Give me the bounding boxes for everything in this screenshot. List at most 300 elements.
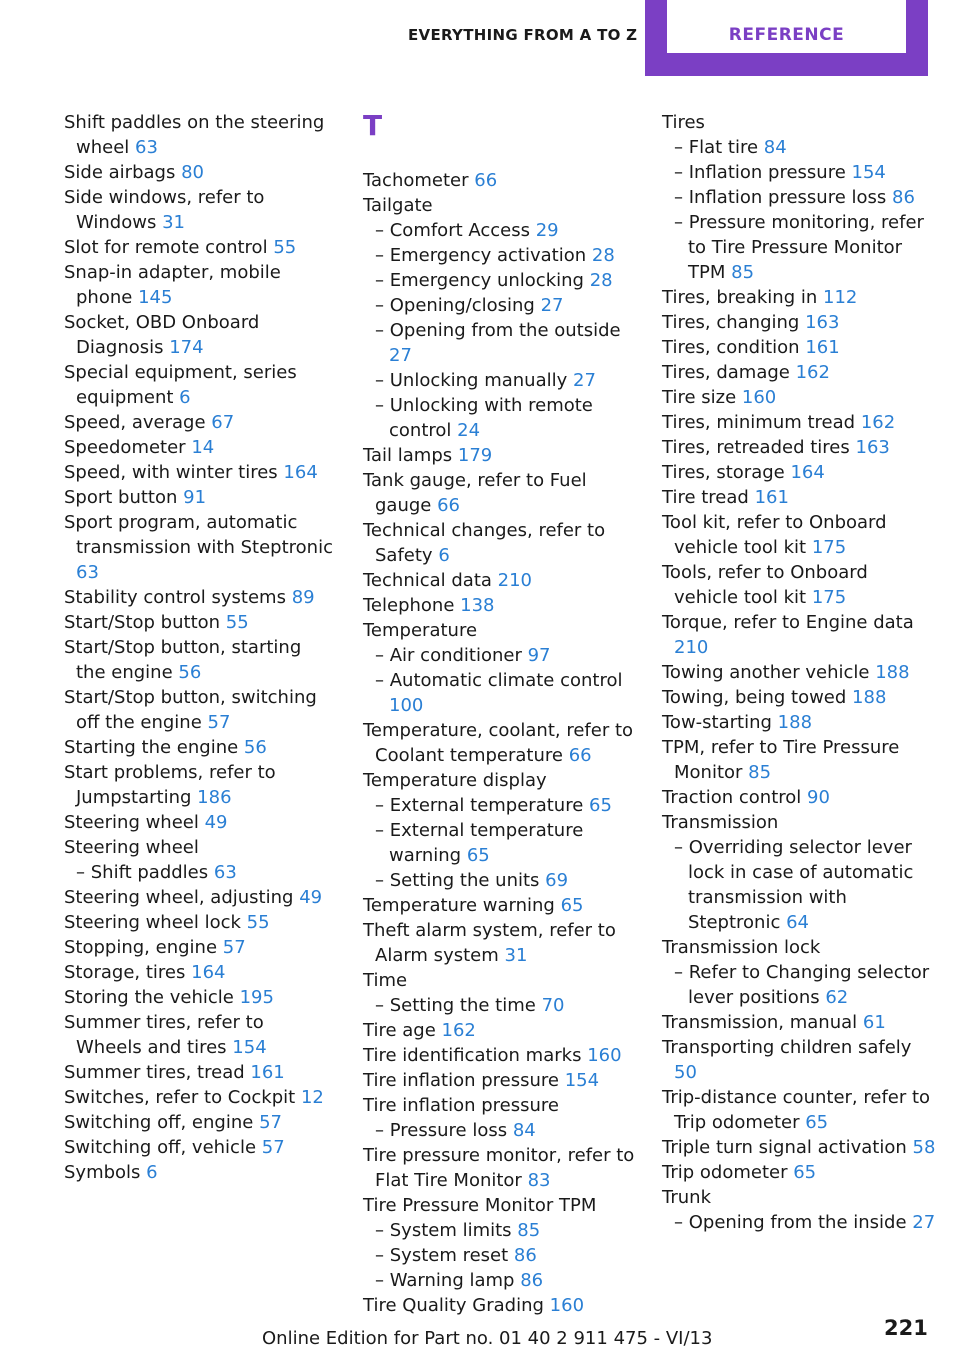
entry-text: Tire size (662, 387, 737, 408)
page-link[interactable]: 85 (731, 262, 755, 283)
index-subentry (662, 960, 937, 1010)
entry-text: Technical data (363, 570, 492, 591)
index-subentry (363, 1268, 638, 1293)
page-link[interactable]: 66 (437, 495, 461, 516)
page-link[interactable]: 160 (587, 1045, 622, 1066)
index-entry (662, 510, 937, 560)
page-link[interactable]: 89 (291, 587, 315, 608)
index-entry (662, 935, 937, 960)
index-entry (64, 1110, 334, 1135)
index-letter: T (363, 109, 383, 142)
entry-text: Speedometer (64, 437, 186, 458)
page-link[interactable]: 66 (474, 170, 498, 191)
index-column-1 (64, 110, 334, 1185)
page-link[interactable]: 27 (389, 345, 412, 366)
page-link[interactable]: 65 (466, 845, 490, 866)
entry-text: Tool kit, refer to Onboard vehicle tool kit (662, 512, 887, 558)
index-entry (363, 1093, 638, 1118)
entry-text: Steering wheel lock (64, 912, 241, 933)
index-entry (363, 1068, 638, 1093)
entry-text: Temperature display (363, 770, 547, 791)
page-link[interactable]: 86 (513, 1245, 537, 1266)
page-link[interactable]: 64 (786, 912, 810, 933)
index-entry (363, 1143, 638, 1193)
index-subentry (363, 218, 638, 243)
page-link[interactable]: 6 (179, 387, 191, 408)
index-subentry (662, 185, 937, 210)
entry-text: Setting the units (389, 870, 540, 891)
entry-text: External temperature warning (389, 820, 584, 866)
entry-text: Comfort Access (389, 220, 530, 241)
entry-text: Opening/closing (389, 295, 535, 316)
entry-text: Pressure monitoring, refer to Tire Pressure Monitor TPM (688, 212, 924, 283)
entry-text: Steering wheel, adjusting (64, 887, 294, 908)
index-entry (662, 735, 937, 785)
page-link[interactable]: 50 (674, 1062, 697, 1083)
index-entry (64, 410, 334, 435)
page-link[interactable]: 49 (299, 887, 323, 908)
index-subentry (363, 1243, 638, 1268)
page-link[interactable]: 154 (232, 1037, 267, 1058)
entry-text: Time (363, 970, 408, 991)
entry-text: Warning lamp (389, 1270, 515, 1291)
index-subentry (363, 293, 638, 318)
page-link[interactable]: 163 (805, 312, 840, 333)
index-entry (662, 1035, 937, 1085)
entry-text: Sport button (64, 487, 178, 508)
entry-text: Torque, refer to Engine data (662, 612, 914, 633)
entry-text: Socket, OBD Onboard Diagnosis (64, 312, 260, 358)
index-entry (662, 285, 937, 310)
entry-text: Switching off, vehicle (64, 1137, 257, 1158)
index-subentry (363, 318, 638, 368)
index-entry (662, 660, 937, 685)
page-link[interactable]: 162 (795, 362, 830, 383)
index-entry (363, 568, 638, 593)
entry-text: Triple turn signal activation (662, 1137, 907, 1158)
entry-text: Switches, refer to Cockpit (64, 1087, 296, 1108)
entry-text: Start/Stop button, starting the engine (64, 637, 302, 683)
entry-text: Transporting children safely (662, 1037, 912, 1058)
entry-text: Overriding selector lever lock in case of automatic transmission with Steptronic (688, 837, 914, 933)
page-link[interactable]: 27 (912, 1212, 936, 1233)
page-link[interactable]: 161 (250, 1062, 285, 1083)
page-link[interactable]: 84 (763, 137, 787, 158)
entry-text: Tires, retreaded tires (662, 437, 850, 458)
page-link[interactable]: 188 (875, 662, 910, 683)
index-entry (363, 468, 638, 518)
index-entry (662, 1135, 937, 1160)
page-link[interactable]: 160 (549, 1295, 585, 1316)
page-link[interactable]: 28 (589, 270, 613, 291)
page-link[interactable]: 90 (807, 787, 830, 808)
index-subentry (64, 860, 334, 885)
page-link[interactable]: 161 (754, 487, 789, 508)
index-entry (363, 918, 638, 968)
page-link[interactable]: 186 (197, 787, 232, 808)
index-subentry (662, 210, 937, 285)
index-entry (64, 610, 334, 635)
entry-text: Speed, average (64, 412, 206, 433)
entry-text: Tailgate (363, 195, 433, 216)
entry-text: Theft alarm system, refer to Alarm system (363, 920, 616, 966)
index-entry (64, 1135, 334, 1160)
index-entry (64, 185, 334, 235)
page-link[interactable]: 61 (862, 1012, 886, 1033)
page-link[interactable]: 86 (520, 1270, 544, 1291)
index-entry (64, 910, 334, 935)
page-link[interactable]: 57 (261, 1137, 285, 1158)
index-entry (64, 360, 334, 410)
entry-text: Tire Quality Grading (363, 1295, 544, 1316)
page-link[interactable]: 27 (540, 295, 564, 316)
entry-text: Storing the vehicle (64, 987, 234, 1008)
entry-text: Tires, breaking in (662, 287, 818, 308)
page-link[interactable]: 27 (573, 370, 596, 391)
index-subentry (363, 243, 638, 268)
index-entry (363, 193, 638, 218)
section-title: EVERYTHING FROM A TO Z (408, 26, 638, 44)
entry-text: Tools, refer to Onboard vehicle tool kit (662, 562, 868, 608)
entry-text: Shift paddles on the steering wheel (64, 112, 325, 158)
entry-text: Symbols (64, 1162, 141, 1183)
page-link[interactable]: 57 (259, 1112, 282, 1133)
index-entry (662, 410, 937, 435)
entry-text: Snap-in adapter, mobile phone (64, 262, 281, 308)
entry-text: Opening from the outside (389, 320, 621, 341)
entry-text: Slot for remote control (64, 237, 268, 258)
entry-text: Tire identification marks (363, 1045, 582, 1066)
page-link[interactable]: 24 (457, 420, 481, 441)
entry-text: Transmission lock (662, 937, 821, 958)
entry-text: TPM, refer to Tire Pressure Monitor (662, 737, 900, 783)
page-link[interactable]: 164 (283, 462, 318, 483)
index-entry (662, 610, 937, 660)
page-link[interactable]: 195 (239, 987, 274, 1008)
page-link[interactable]: 160 (741, 387, 777, 408)
entry-text: Tire age (363, 1020, 436, 1041)
index-subentry (363, 643, 638, 668)
entry-text: External temperature (389, 795, 584, 816)
index-entry (64, 810, 334, 835)
entry-text: Towing another vehicle (662, 662, 870, 683)
entry-text: Start/Stop button, switching off the engine (64, 687, 317, 733)
page-link[interactable]: 85 (748, 762, 772, 783)
entry-text: Switching off, engine (64, 1112, 254, 1133)
index-entry (64, 760, 334, 810)
page-link[interactable]: 91 (183, 487, 207, 508)
page-link[interactable]: 83 (527, 1170, 551, 1191)
entry-text: Transmission, manual (662, 1012, 858, 1033)
index-subentry (363, 993, 638, 1018)
index-entry (64, 835, 334, 860)
page-link[interactable]: 49 (204, 812, 228, 833)
page-link[interactable]: 84 (512, 1120, 536, 1141)
index-subentry (662, 135, 937, 160)
index-entry (64, 735, 334, 760)
index-entry (363, 168, 638, 193)
page-link[interactable]: 163 (855, 437, 890, 458)
page-number: 221 (884, 1316, 928, 1340)
entry-text: Unlocking with remote control (389, 395, 593, 441)
page-link[interactable]: 138 (460, 595, 495, 616)
index-entry (662, 560, 937, 610)
page-link[interactable]: 57 (207, 712, 231, 733)
index-entry (64, 960, 334, 985)
page-link[interactable]: 6 (438, 545, 450, 566)
entry-text: Starting the engine (64, 737, 239, 758)
entry-text: Inflation pressure loss (688, 187, 887, 208)
page-link[interactable]: 65 (805, 1112, 829, 1133)
entry-text: Temperature, coolant, refer to Coolant temperature (363, 720, 634, 766)
entry-text: Automatic climate control (389, 670, 623, 691)
page-link[interactable]: 55 (246, 912, 270, 933)
page-link[interactable]: 31 (504, 945, 528, 966)
page-link[interactable]: 145 (138, 287, 173, 308)
entry-text: Towing, being towed (662, 687, 847, 708)
index-entry (363, 1193, 638, 1218)
entry-text: Tire inflation pressure (363, 1070, 559, 1091)
index-entry (64, 485, 334, 510)
page-link[interactable]: 161 (805, 337, 840, 358)
index-entry (662, 110, 937, 135)
entry-text: Trip odometer (662, 1162, 788, 1183)
index-subentry (662, 1210, 937, 1235)
page-link[interactable]: 97 (527, 645, 551, 666)
page-link[interactable]: 174 (169, 337, 204, 358)
index-subentry (363, 793, 638, 818)
page-link[interactable]: 86 (892, 187, 915, 208)
index-entry (64, 885, 334, 910)
page-link[interactable]: 85 (517, 1220, 541, 1241)
page-link[interactable]: 210 (674, 637, 709, 658)
page-link[interactable]: 57 (222, 937, 246, 958)
entry-text: Side airbags (64, 162, 176, 183)
page-link[interactable]: 210 (497, 570, 533, 591)
index-entry (363, 1293, 638, 1318)
entry-text: Steering wheel (64, 812, 199, 833)
reference-tab[interactable] (645, 0, 928, 76)
index-entry (64, 1060, 334, 1085)
entry-text: Transmission (662, 812, 779, 833)
index-entry (662, 685, 937, 710)
entry-text: Trunk (662, 1187, 711, 1208)
entry-text: Telephone (363, 595, 455, 616)
page-link[interactable]: 65 (589, 795, 612, 816)
page-link[interactable]: 63 (135, 137, 158, 158)
entry-text: Summer tires, refer to Wheels and tires (64, 1012, 264, 1058)
index-entry (662, 1010, 937, 1035)
index-entry (662, 460, 937, 485)
index-entry (64, 510, 334, 585)
page-link[interactable]: 175 (811, 587, 847, 608)
index-subentry (363, 668, 638, 718)
page-link[interactable]: 175 (811, 537, 847, 558)
entry-text: Refer to Changing selector lever positions (688, 962, 930, 1008)
index-entry (662, 710, 937, 735)
page-link[interactable]: 58 (912, 1137, 936, 1158)
index-entry (363, 618, 638, 643)
index-entry (363, 768, 638, 793)
index-entry (662, 810, 937, 835)
entry-text: System reset (389, 1245, 509, 1266)
page-link[interactable]: 162 (860, 412, 896, 433)
entry-text: Tires, changing (662, 312, 800, 333)
index-entry (64, 235, 334, 260)
index-entry (64, 1160, 334, 1185)
index-entry (64, 110, 334, 160)
index-column-3 (662, 110, 937, 1235)
reference-tab-label: REFERENCE (667, 0, 906, 53)
page-link[interactable]: 6 (146, 1162, 158, 1183)
entry-text: Air conditioner (389, 645, 522, 666)
index-entry (363, 1018, 638, 1043)
index-subentry (363, 868, 638, 893)
entry-text: Emergency unlocking (389, 270, 584, 291)
index-entry (64, 585, 334, 610)
page-link[interactable]: 164 (191, 962, 226, 983)
index-entry (64, 160, 334, 185)
index-entry (363, 1043, 638, 1068)
page-link[interactable]: 14 (191, 437, 215, 458)
index-subentry (363, 1218, 638, 1243)
page-link[interactable]: 12 (300, 1087, 324, 1108)
page-link[interactable]: 55 (225, 612, 249, 633)
page-link[interactable]: 164 (790, 462, 825, 483)
index-entry (64, 985, 334, 1010)
page-link[interactable]: 65 (793, 1162, 817, 1183)
entry-text: Sport program, automatic transmission with Steptronic (64, 512, 333, 558)
entry-text: Shift paddles (90, 862, 209, 883)
entry-text: Special equipment, series equipment (64, 362, 297, 408)
entry-text: Side windows, refer to Windows (64, 187, 265, 233)
entry-text: Flat tire (688, 137, 759, 158)
index-entry (64, 260, 334, 310)
page-link[interactable]: 63 (213, 862, 237, 883)
entry-text: Tires, storage (662, 462, 785, 483)
index-entry (662, 310, 937, 335)
entry-text: Tires (662, 112, 705, 133)
page-link[interactable]: 162 (441, 1020, 476, 1041)
entry-text: Setting the time (389, 995, 536, 1016)
edition-footer: Online Edition for Part no. 01 40 2 911 475 - VI/13 (262, 1328, 713, 1349)
entry-text: Tires, minimum tread (662, 412, 856, 433)
page-link[interactable]: 56 (178, 662, 202, 683)
entry-text: Storage, tires (64, 962, 186, 983)
page-link[interactable]: 63 (76, 562, 99, 583)
entry-text: Technical changes, refer to Safety (363, 520, 606, 566)
entry-text: Traction control (662, 787, 802, 808)
page-link[interactable]: 70 (541, 995, 565, 1016)
index-entry (662, 1160, 937, 1185)
entry-text: System limits (389, 1220, 512, 1241)
index-entry (64, 460, 334, 485)
index-entry (363, 593, 638, 618)
index-entry (363, 968, 638, 993)
entry-text: Tires, condition (662, 337, 800, 358)
index-subentry (662, 835, 937, 935)
entry-text: Steering wheel (64, 837, 199, 858)
index-column-2 (363, 110, 638, 1318)
index-entry (64, 1010, 334, 1060)
entry-text: Stopping, engine (64, 937, 218, 958)
page-link[interactable]: 62 (825, 987, 849, 1008)
entry-text: Trip-distance counter, refer to Trip odometer (662, 1087, 931, 1133)
index-entry (363, 518, 638, 568)
entry-text: Unlocking manually (389, 370, 568, 391)
index-subentry (363, 368, 638, 393)
entry-text: Tail lamps (363, 445, 453, 466)
index-entry (64, 935, 334, 960)
index-entry (64, 435, 334, 460)
index-entry (662, 435, 937, 460)
page-link[interactable]: 55 (273, 237, 297, 258)
index-entry (64, 635, 334, 685)
page-link[interactable]: 154 (851, 162, 886, 183)
entry-text: Stability control systems (64, 587, 286, 608)
index-entry (363, 718, 638, 768)
entry-text: Tire Pressure Monitor TPM (363, 1195, 597, 1216)
page-link[interactable]: 100 (389, 695, 424, 716)
index-entry (662, 485, 937, 510)
page-link[interactable]: 179 (457, 445, 493, 466)
entry-text: Tank gauge, refer to Fuel gauge (363, 470, 587, 516)
page-link[interactable]: 80 (181, 162, 204, 183)
entry-text: Opening from the inside (688, 1212, 907, 1233)
index-entry (64, 1085, 334, 1110)
entry-text: Tire inflation pressure (363, 1095, 559, 1116)
page-link[interactable]: 56 (243, 737, 267, 758)
entry-text: Tire pressure monitor, refer to Flat Tire Monitor (363, 1145, 635, 1191)
page-link[interactable]: 28 (591, 245, 615, 266)
page-link[interactable]: 67 (211, 412, 235, 433)
entry-text: Tire tread (662, 487, 749, 508)
page-link[interactable]: 154 (564, 1070, 600, 1091)
index-entry (64, 310, 334, 360)
entry-text: Tachometer (363, 170, 469, 191)
page-link[interactable]: 188 (777, 712, 813, 733)
index-subentry (363, 268, 638, 293)
entry-text: Pressure loss (389, 1120, 508, 1141)
index-entry (662, 335, 937, 360)
page-link[interactable]: 65 (560, 895, 584, 916)
index-entry (363, 893, 638, 918)
page-link[interactable]: 188 (852, 687, 887, 708)
index-entry (662, 1185, 937, 1210)
entry-text: Temperature warning (363, 895, 555, 916)
index-subentry (662, 160, 937, 185)
entry-text: Start problems, refer to Jumpstarting (64, 762, 276, 808)
entry-text: Speed, with winter tires (64, 462, 278, 483)
entry-text: Inflation pressure (688, 162, 846, 183)
index-entry (662, 385, 937, 410)
index-entry (662, 1085, 937, 1135)
page-link[interactable]: 69 (545, 870, 569, 891)
page-link[interactable]: 31 (162, 212, 185, 233)
entry-text: Tow-starting (662, 712, 772, 733)
index-entry (363, 443, 638, 468)
index-entry (662, 785, 937, 810)
page-link[interactable]: 66 (568, 745, 592, 766)
index-subentry (363, 393, 638, 443)
index-entry (64, 685, 334, 735)
entry-text: Emergency activation (389, 245, 587, 266)
page-link[interactable]: 112 (823, 287, 858, 308)
entry-text: Start/Stop button (64, 612, 221, 633)
entry-text: Tires, damage (662, 362, 790, 383)
page-link[interactable]: 29 (535, 220, 559, 241)
index-entry (662, 360, 937, 385)
